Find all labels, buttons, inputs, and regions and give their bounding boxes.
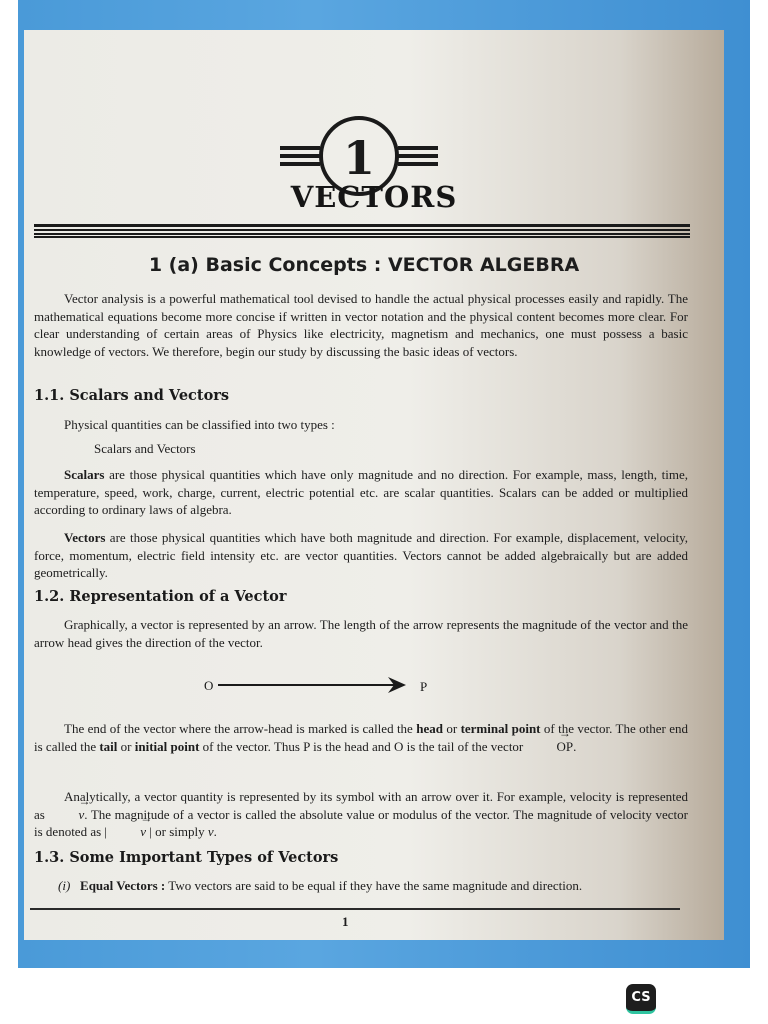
heading-representation: 1.2. Representation of a Vector [34, 588, 287, 605]
head-tail-end: . [573, 738, 577, 754]
intro-text: Vector analysis is a powerful mathematical tool devised to handle the actual physical processes easily and rapidly. The mathematical equations become more concise if written in vector notation and the physical content becomes more clear. For clear understanding of certain areas of Physics like electricity, magnetism and mechanics, one must possess a basic knowledge of vectors. We therefore, begin our study by discussing the basic ideas of vectors. [34, 291, 688, 359]
vectors-paragraph [34, 529, 688, 582]
head-term: head [416, 721, 443, 736]
title-divider [34, 224, 690, 238]
heading-types-of-vectors: 1.3. Some Important Types of Vectors [34, 849, 339, 866]
velocity-scalar-symbol: v [207, 824, 214, 839]
chapter-number: 1 [342, 131, 376, 185]
head-tail-or-1: or [442, 721, 461, 736]
analytical-end: . [213, 824, 217, 839]
head-tail-text-c: of the vector. Thus P is the head and O is the tail of the vector [199, 738, 527, 754]
head-tail-text-a: The end of the vector where the arrow-head is marked is called the [64, 721, 417, 736]
initial-point-term: initial point [134, 738, 200, 754]
page-number: 1 [342, 914, 349, 929]
heading-scalars-vectors: 1.1. Scalars and Vectors [34, 387, 230, 404]
scalars-paragraph [34, 466, 688, 519]
vectors-text: are those physical quantities which have both magnitude and direction. For example, displacement, velocity, force, momentum, electric field intensity etc. are vector quantities. Vectors cannot be added algebraically but are added geometrically. [34, 530, 688, 580]
equal-vectors-term: Equal Vectors : [80, 878, 166, 893]
types-line: Scalars and Vectors [94, 441, 196, 456]
vectors-term: Vectors [64, 530, 106, 545]
tail-term: tail [99, 738, 118, 754]
intro-paragraph [34, 290, 688, 360]
analytical-paragraph [34, 788, 688, 841]
vector-arrow-figure [200, 670, 440, 700]
analytical-text-b: . The magnitude of a vector is called the absolute value or modulus of the vector. The magnitude of velocity vector is denoted as | [34, 806, 688, 839]
equal-vectors-text: Two vectors are said to be equal if they have the same magnitude and direction. [165, 878, 583, 893]
velocity-vector-symbol: → v [48, 806, 84, 824]
scalars-text: are those physical quantities which have only magnitude and no direction. For example, mass, length, time, temperature, speed, work, charge, current, electric potential etc. are scalar quantities. Scalars can be added or multiplied according to ordinary laws of algebra. [34, 467, 688, 517]
footer-divider [30, 908, 680, 910]
terminal-point-term: terminal point [460, 721, 541, 736]
head-tail-paragraph [34, 720, 688, 755]
graphical-text: Graphically, a vector is represented by an arrow. The length of the arrow represents the magnitude of the vector and the arrow head gives the direction of the vector. [34, 617, 688, 650]
section-heading: 1 (a) Basic Concepts : VECTOR ALGEBRA [148, 254, 580, 276]
graphical-paragraph [34, 616, 688, 651]
analytical-text-c: | or simply [146, 824, 208, 839]
camscanner-logo: CS [626, 984, 656, 1014]
vector-op-symbol: → OP [527, 738, 574, 756]
item-number: (i) [58, 878, 71, 893]
head-tail-text-b: of the vector. The other end is called the [34, 721, 688, 754]
book-page [24, 30, 724, 940]
chapter-title: VECTORS [290, 180, 458, 214]
velocity-modulus-symbol: → v [110, 823, 146, 841]
equal-vectors-item [58, 878, 698, 894]
classification-line: Physical quantities can be classified into two types : [64, 417, 335, 432]
point-p-label: P [420, 679, 428, 694]
point-o-label: O [204, 678, 214, 693]
analytical-text-a: Analytically, a vector quantity is represented by its symbol with an arrow over it. For example, velocity is represented as [34, 789, 688, 822]
scalars-term: Scalars [64, 467, 105, 482]
head-tail-or-2: or [117, 738, 135, 754]
